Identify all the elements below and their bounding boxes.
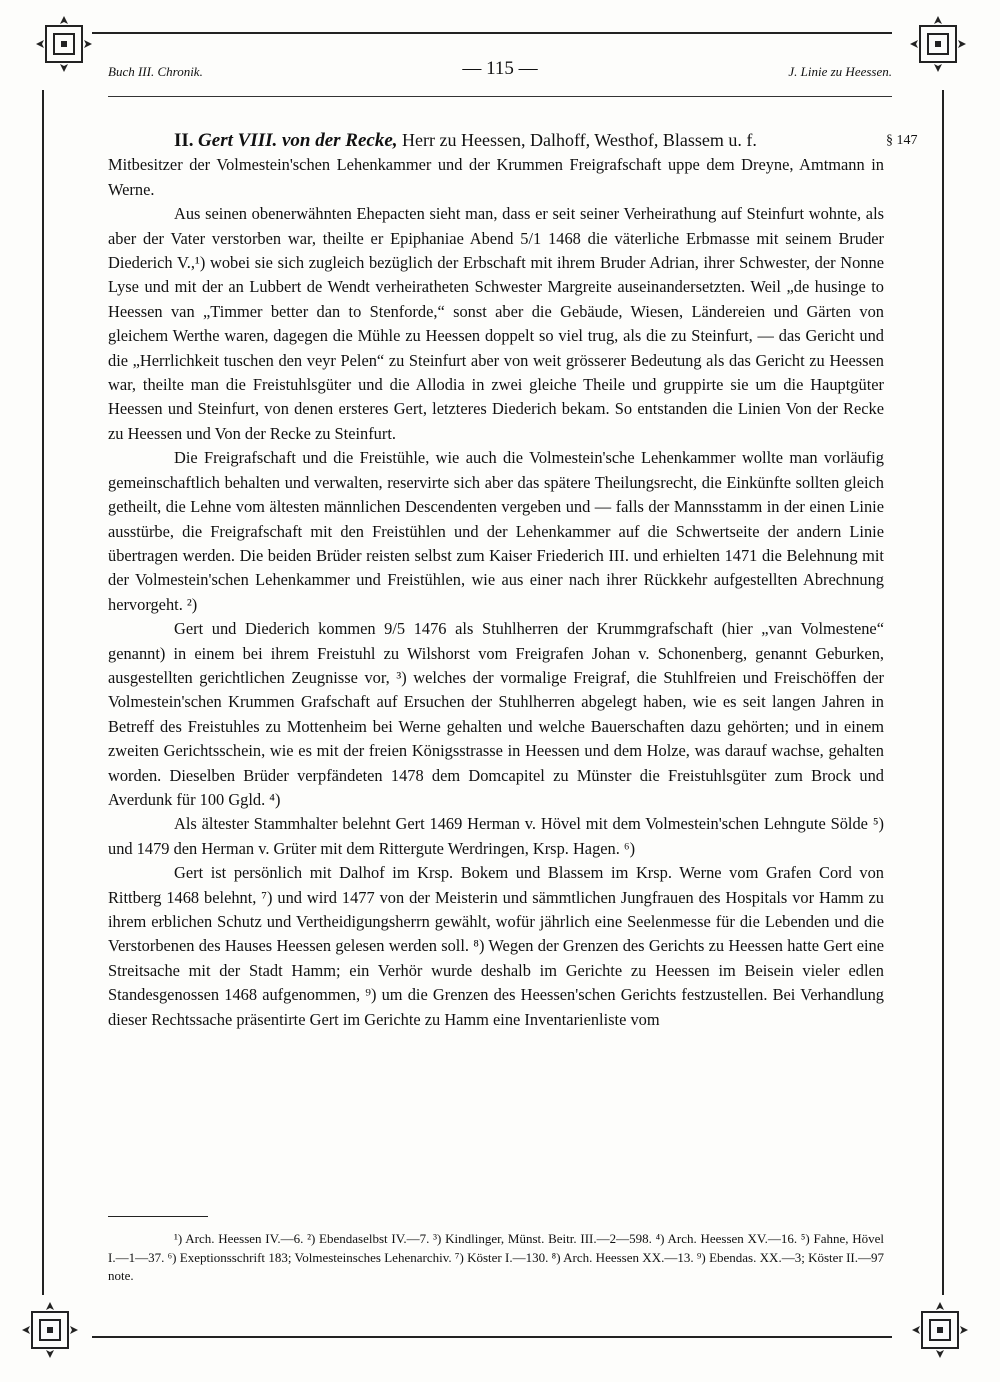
paragraph-4: Gert und Diederich kommen 9/5 1476 als Stuhlherren der Krummgrafschaft (hier „van Volmestene“ genannt) in einem bei ihrem Freistuhl zu Wilshorst vom Freigrafen Johan v. Schonenberg, genannt Geburken, ausgestellten gerichtlichen Zeugnisse vor, ³) welches der vormalige Freigraf, die Stuhlfreien und Freischöffen der Volmestein'schen Krummen Grafschaft auf Ersuchen der Stuhlherren abgelegt haben, wie es seit langen Jahren in Betreff des Freistuhles zu Mottenheim bei Werne gehalten und welche Bauerschaften dazu gehörten; und in einem zweiten Gerichtsschein, wie es mit der freien Königsstrasse in Heessen und dem Holze, was darauf wachse, gehalten worden. Dieselben Brüder verpfändeten 1478 dem Domcapitel zu Münster die Freistuhlsgüter zum Brock und Averdunk für 100 Ggld. ⁴)	[108, 619, 884, 809]
heading-rest: Herr zu Heessen, Dalhoff, Westhof, Blassem u. f.	[402, 130, 757, 150]
paragraph-5: Als ältester Stammhalter belehnt Gert 1469 Herman v. Hövel mit dem Volmestein'schen Lehngute Sölde ⁵) und 1479 den Herman v. Grüter mit dem Rittergute Werdringen, Krsp. Hagen. ⁶)	[108, 814, 884, 858]
running-header	[108, 58, 892, 88]
header-rule	[108, 96, 892, 97]
paragraph-mark: § 147	[886, 133, 918, 148]
section-heading	[108, 128, 884, 153]
page-number: — 115 —	[462, 58, 538, 79]
ornament-top-right-icon	[908, 14, 968, 74]
paragraph-2: Aus seinen obenerwähnten Ehepacten sieht man, dass er seit seiner Verheirathung auf Steinfurt wohnte, als aber der Vater verstorben war, theilte er Epiphaniae Abend 5/1 1468 die väterliche Erbmasse mit seinem Bruder Diederich V.,¹) wobei sie sich zugleich bezüglich der Erbschaft mit ihrem Bruder Adrian, ihrer Schwester, der Nonne Lyse und mit der an Lubbert de Wendt verheiratheten Schwester Margreite auseinandersetzten. Weil „de husinge to Heessen van „Timmer better dan to Stenforde,“ sonst aber die Gebäude, Wiesen, Ländereien und Gärten von gleichem Werthe waren, dagegen die Mühle zu Heessen doppelt so viel trug, als die zu Steinfurt, — das Gericht und die „Herrlichkeit tuschen den veyr Pelen“ zu Steinfurt aber von weit grösserer Bedeutung als das Gericht zu Heessen war, theilte man die Freistuhlsgüter und die Allodia in zwei gleiche Theile und gruppirte sie um die Hauptgüter Heessen und Steinfurt, von denen ersteres Gert, letzteres Diederich bekam. So entstanden die Linien Von der Recke zu Heessen und Von der Recke zu Steinfurt.	[108, 204, 884, 443]
ornament-top-left-icon	[34, 14, 94, 74]
body-text	[108, 128, 884, 1032]
footnotes	[108, 1230, 884, 1286]
header-line-title: J. Linie zu Heessen.	[788, 64, 892, 79]
footnotes-text: ¹) Arch. Heessen IV.—6. ²) Ebendaselbst IV.—7. ³) Kindlinger, Münst. Beitr. III.—2—598. ⁴) Arch. Heessen XV.—16. ⁵) Fahne, Hövel I.—1—37. ⁶) Exeptionsschrift 183; Volmesteinsches Lehenarchiv. ⁷) Köster I.—130. ⁸) Arch. Heessen XX.—13. ⁹) Ebendas. XX.—3; Köster II.—97 note.	[108, 1231, 884, 1283]
heading-number: II.	[174, 130, 194, 151]
frame-bottom-line	[92, 1336, 892, 1338]
heading-name: Gert VIII. von der Recke,	[198, 130, 398, 151]
paragraph-6: Gert ist persönlich mit Dalhof im Krsp. Bokem und Blassem im Krsp. Werne vom Grafen Cord von Rittberg 1468 belehnt, ⁷) und wird 1477 von der Meisterin und sämmtlichen Jungfrauen des Hospitals vor Hamm zu ihrem erblichen Schutz und Vertheidigungsherrn gewählt, wofür jährlich eine Seelenmesse für die Lebenden und die Verstorbenen des Hauses Heessen gelesen werden soll. ⁸) Wegen der Grenzen des Gerichts zu Heessen hatte Gert eine Streitsache mit der Stadt Hamm; ein Verhör wurde deshalb im Gerichte zu Heessen im Beisein vieler edlen Standesgenossen 1468 aufgenommen, ⁹) um die Grenzen des Heessen'schen Gerichts festzustellen. Bei Verhandlung dieser Rechtssache präsentirte Gert im Gerichte zu Hamm eine Inventarienliste vom	[108, 863, 884, 1029]
paragraph-1: Mitbesitzer der Volmestein'schen Lehenkammer und der Krummen Freigrafschaft uppe dem Dreyne, Amtmann in Werne.	[108, 155, 884, 199]
frame-left-line	[42, 90, 44, 1295]
header-book-title: Buch III. Chronik.	[108, 64, 203, 79]
ornament-bottom-right-icon	[910, 1300, 970, 1360]
footnote-rule	[108, 1216, 208, 1217]
frame-right-line	[942, 90, 944, 1295]
paragraph-3: Die Freigrafschaft und die Freistühle, wie auch die Volmestein'sche Lehenkammer wollte man vorläufig gemeinschaftlich behalten und verwalten, reservirte sich aber das spätere Theilungsrecht, die Einkünfte sollten gleich getheilt, die Lehne vom ältesten männlichen Descendenten vergeben und — falls der Mannsstamm in der einen Linie ausstürbe, die Freigrafschaft mit den Freistühlen und der Lehenkammer auf die Schwertseite der andern Linie übertragen werden. Die beiden Brüder reisten selbst zum Kaiser Friederich III. und erhielten 1471 die Belehnung mit der Volmestein'schen Lehenkammer und Freistühlen, wie aus einer nach ihrer Rückkehr aufgestellten Abrechnung hervorgeht. ²)	[108, 448, 884, 614]
ornament-bottom-left-icon	[20, 1300, 80, 1360]
frame-top-line	[92, 32, 892, 34]
